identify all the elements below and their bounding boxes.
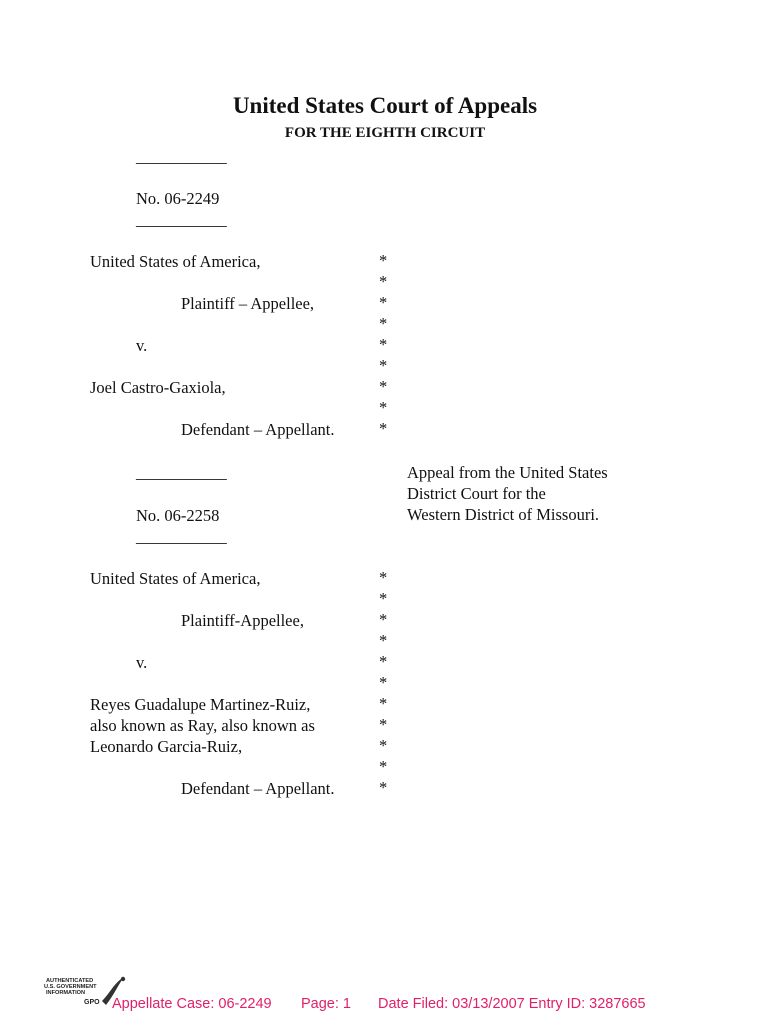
case2-rule-bottom: ___________ xyxy=(136,527,227,546)
asterisk: * xyxy=(379,631,388,650)
asterisk: * xyxy=(379,293,388,312)
case1-role1: Plaintiff – Appellee, xyxy=(181,294,315,313)
asterisk: * xyxy=(379,272,388,291)
asterisk: * xyxy=(379,736,388,755)
asterisk: * xyxy=(379,356,388,375)
footer-page: Page: 1 xyxy=(301,996,351,1012)
logo-line3: INFORMATION xyxy=(46,990,86,996)
footer-case: Appellate Case: 06-2249 xyxy=(112,996,272,1012)
asterisk: * xyxy=(379,251,388,270)
logo-mark: GPO xyxy=(84,999,100,1006)
asterisk: * xyxy=(379,778,388,797)
case1-number: No. 06-2249 xyxy=(136,189,220,208)
asterisk: * xyxy=(379,652,388,671)
asterisk: * xyxy=(379,314,388,333)
case1-role2: Defendant – Appellant. xyxy=(181,420,335,439)
case1-party1: United States of America, xyxy=(90,252,261,271)
circuit-subtitle: FOR THE EIGHTH CIRCUIT xyxy=(284,125,486,141)
case1-rule-bottom: ___________ xyxy=(136,210,227,229)
asterisk: * xyxy=(379,589,388,608)
court-title: United States Court of Appeals xyxy=(232,93,538,118)
case2-party2-line1: Reyes Guadalupe Martinez-Ruiz, xyxy=(90,695,311,714)
case1-party2: Joel Castro-Gaxiola, xyxy=(90,378,226,397)
appeal-line3: Western District of Missouri. xyxy=(407,505,600,524)
case2-number: No. 06-2258 xyxy=(136,506,220,525)
appeal-line1: Appeal from the United States xyxy=(407,463,608,482)
case1-rule-top: ___________ xyxy=(136,147,227,166)
asterisk: * xyxy=(379,568,388,587)
asterisk: * xyxy=(379,419,388,438)
appeal-line2: District Court for the xyxy=(407,484,546,503)
case2-party1: United States of America, xyxy=(90,569,261,588)
asterisk: * xyxy=(379,715,388,734)
asterisk: * xyxy=(379,335,388,354)
asterisk: * xyxy=(379,757,388,776)
logo-line2: U.S. GOVERNMENT xyxy=(44,984,97,990)
case2-party2-line3: Leonardo Garcia-Ruiz, xyxy=(90,737,243,756)
eagle-head-icon xyxy=(121,977,125,981)
case2-rule-top: ___________ xyxy=(136,463,227,482)
case2-versus: v. xyxy=(136,653,148,672)
asterisk: * xyxy=(379,673,388,692)
asterisk: * xyxy=(379,398,388,417)
case1-versus: v. xyxy=(136,336,148,355)
asterisk: * xyxy=(379,610,388,629)
asterisk: * xyxy=(379,377,388,396)
asterisk: * xyxy=(379,694,388,713)
footer-filed: Date Filed: 03/13/2007 Entry ID: 3287665 xyxy=(378,996,646,1012)
case2-role1: Plaintiff-Appellee, xyxy=(181,611,304,630)
logo-line1: AUTHENTICATED xyxy=(46,978,94,984)
case2-role2: Defendant – Appellant. xyxy=(181,779,335,798)
case2-party2-line2: also known as Ray, also known as xyxy=(90,716,315,735)
